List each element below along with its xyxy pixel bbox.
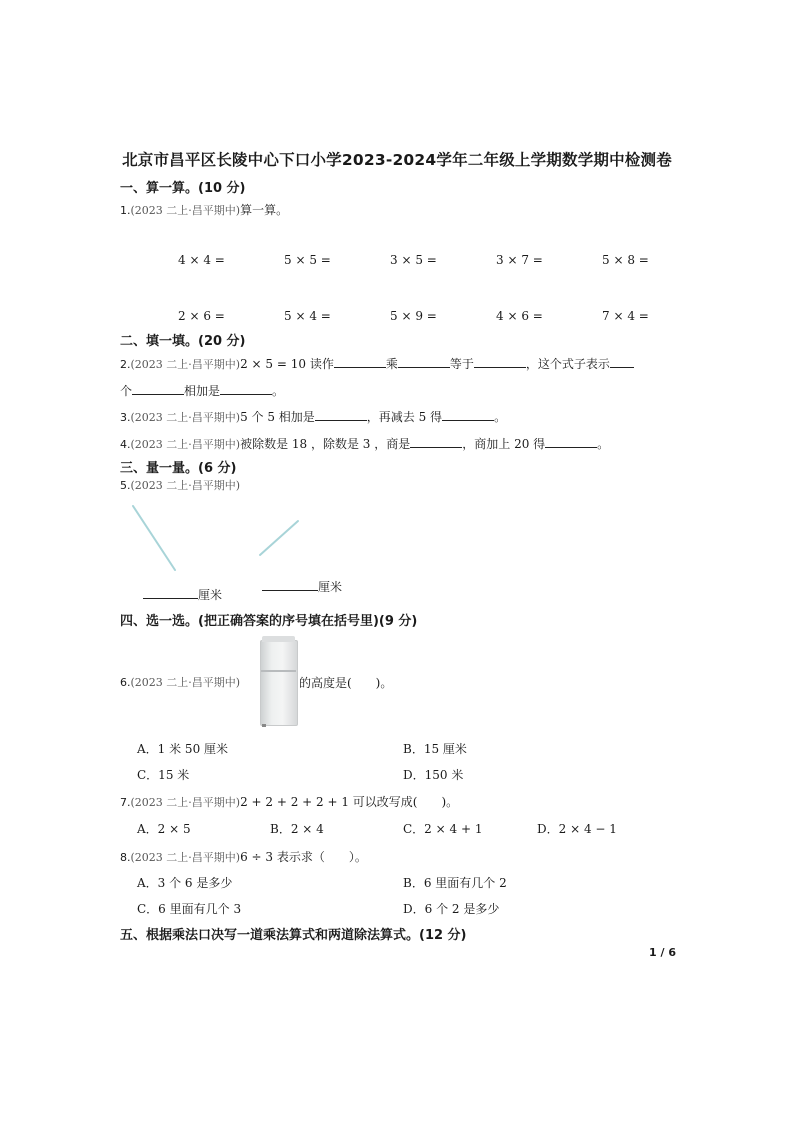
question-source-tag: (2023 二上·昌平期中) bbox=[130, 479, 241, 492]
option-c[interactable]: C．15 米 bbox=[137, 768, 190, 782]
section-heading-1: 一、算一算。(10 分) bbox=[120, 181, 246, 196]
calc-item: 3 × 7 = bbox=[496, 253, 543, 267]
calc-item: 5 × 9 = bbox=[390, 309, 437, 323]
page-indicator: 1 / 6 bbox=[649, 946, 676, 959]
calc-item: 2 × 6 = bbox=[178, 309, 225, 323]
question-text: ，再减去 5 得 bbox=[366, 410, 443, 424]
calc-item: 5 × 4 = bbox=[284, 309, 331, 323]
question-number: 3. bbox=[120, 411, 131, 424]
line-segment-2 bbox=[260, 521, 298, 555]
answer-blank[interactable] bbox=[262, 578, 318, 591]
question-text: 被除数是 18 ，除数是 3 ，商是 bbox=[240, 437, 411, 451]
option-b[interactable]: B．15 厘米 bbox=[403, 742, 467, 756]
document-title: 北京市昌平区长陵中心下口小学2023-2024学年二年级上学期数学期中检测卷 bbox=[122, 151, 672, 169]
question-number: 5. bbox=[120, 479, 131, 492]
question-text: 。 bbox=[494, 410, 507, 424]
question-text: 。 bbox=[272, 384, 285, 398]
section-heading-3: 三、量一量。(6 分) bbox=[120, 461, 237, 476]
question-text: 。 bbox=[597, 437, 610, 451]
question-text: 乘 bbox=[385, 357, 398, 371]
unit-label: 厘米 bbox=[198, 588, 223, 602]
section-heading-5: 五、根据乘法口决写一道乘法算式和两道除法算式。(12 分) bbox=[120, 928, 467, 943]
calc-item: 4 × 4 = bbox=[178, 253, 225, 267]
question-text: 5 个 5 相加是 bbox=[240, 410, 315, 424]
question-6-text: 的高度是( )。 bbox=[299, 676, 393, 690]
question-number: 4. bbox=[120, 438, 131, 451]
option-d[interactable]: D．150 米 bbox=[403, 768, 464, 782]
question-number: 7. bbox=[120, 796, 131, 809]
calc-item: 7 × 4 = bbox=[602, 309, 649, 323]
question-text: 个 bbox=[120, 384, 133, 398]
question-source-tag: (2023 二上·昌平期中) bbox=[130, 851, 241, 864]
question-number: 8. bbox=[120, 851, 131, 864]
calc-item: 3 × 5 = bbox=[390, 253, 437, 267]
question-8 bbox=[120, 848, 367, 865]
question-number: 2. bbox=[120, 358, 131, 371]
question-source-tag: (2023 二上·昌平期中) bbox=[130, 411, 241, 424]
question-text: 读作 bbox=[309, 357, 334, 371]
question-text: 等于 bbox=[449, 357, 474, 371]
calc-item: 5 × 5 = bbox=[284, 253, 331, 267]
line-segment-1 bbox=[133, 506, 175, 570]
question-text: 6 ÷ 3 表示求（ ）。 bbox=[240, 850, 367, 864]
answer-blank[interactable] bbox=[143, 586, 198, 599]
question-6 bbox=[120, 674, 240, 690]
calc-item: 5 × 8 = bbox=[602, 253, 649, 267]
unit-label: 厘米 bbox=[318, 580, 343, 594]
question-text: 相加是 bbox=[184, 384, 221, 398]
section-heading-4: 四、选一选。(把正确答案的序号填在括号里)(9 分) bbox=[120, 614, 418, 629]
option-c[interactable]: C．6 里面有几个 3 bbox=[137, 902, 242, 916]
calc-item: 4 × 6 = bbox=[496, 309, 543, 323]
question-source-tag: (2023 二上·昌平期中) bbox=[130, 796, 241, 809]
measure-answer-2 bbox=[262, 578, 342, 595]
section-heading-2: 二、填一填。(20 分) bbox=[120, 334, 246, 349]
question-text: ，商加上 20 得 bbox=[462, 437, 546, 451]
option-b[interactable]: B．2 × 4 bbox=[270, 822, 324, 836]
refrigerator-image bbox=[260, 636, 298, 726]
question-number: 1. bbox=[120, 204, 131, 217]
option-d[interactable]: D．6 个 2 是多少 bbox=[403, 902, 500, 916]
option-b[interactable]: B．6 里面有几个 2 bbox=[403, 876, 507, 890]
question-7 bbox=[120, 793, 458, 810]
question-text: 2 + 2 + 2 + 2 + 1 可以改写成( )。 bbox=[240, 795, 459, 809]
question-text: 算一算。 bbox=[240, 203, 289, 217]
option-c[interactable]: C．2 × 4 + 1 bbox=[403, 822, 483, 836]
question-source-tag: (2023 二上·昌平期中) bbox=[130, 358, 241, 371]
question-number: 6. bbox=[120, 676, 131, 689]
question-expression: 2 × 5 = 10 bbox=[240, 357, 306, 371]
question-text: ，这个式子表示 bbox=[525, 357, 610, 371]
question-source-tag: (2023 二上·昌平期中) bbox=[130, 438, 241, 451]
option-d[interactable]: D．2 × 4 − 1 bbox=[537, 822, 617, 836]
option-a[interactable]: A．1 米 50 厘米 bbox=[137, 742, 229, 756]
question-source-tag: (2023 二上·昌平期中) bbox=[130, 676, 241, 689]
option-a[interactable]: A．2 × 5 bbox=[137, 822, 191, 836]
option-a[interactable]: A．3 个 6 是多少 bbox=[137, 876, 233, 890]
question-source-tag: (2023 二上·昌平期中) bbox=[130, 204, 241, 217]
measure-answer-1 bbox=[143, 586, 222, 603]
